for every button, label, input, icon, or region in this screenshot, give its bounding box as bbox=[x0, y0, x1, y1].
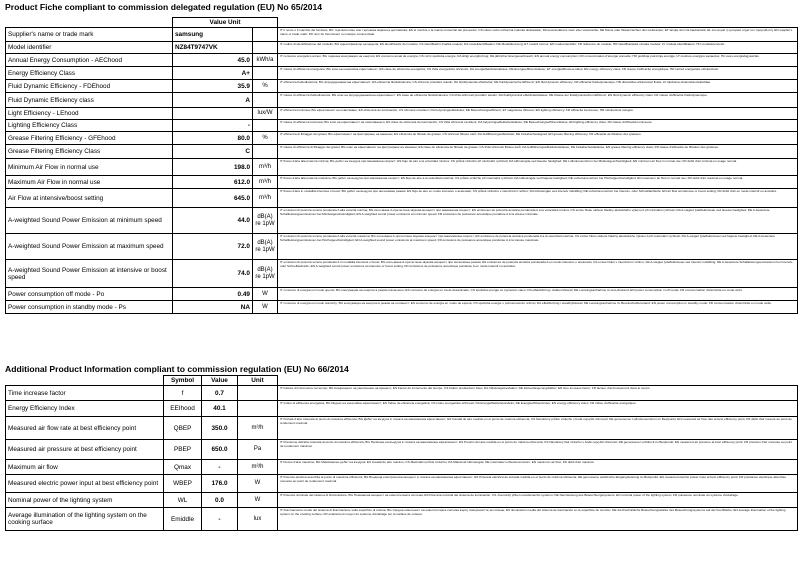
additional-label: Maximum air flow bbox=[6, 460, 164, 475]
fiche-title: Product Fiche compliant to commission delegated regulation (EU) No 65/2014 bbox=[5, 2, 323, 12]
fiche-label: A-weighted Sound Power Emission at intensive or boost speed bbox=[6, 260, 173, 288]
fiche-value: 612.0 bbox=[173, 176, 253, 189]
fiche-unit bbox=[253, 145, 278, 159]
additional-translations: IT Potenza nominale del sistema di illuminazione; BG Номинална мощност на осветителната система; ES Potencia nominal del sistema de iluminación; CS Jmenovitý příkon osvětlovacího systému; DE Nennleistung des Beleuchtungssystems; EN nominal power of the lighting system; FR puissance nominale du système d'éclairage. bbox=[278, 493, 798, 508]
additional-unit: m³/h bbox=[238, 460, 278, 475]
unit-header: Unit bbox=[238, 376, 278, 386]
fiche-value: 80.0 bbox=[173, 132, 253, 145]
additional-unit: lux bbox=[238, 508, 278, 531]
fiche-unit: % bbox=[253, 80, 278, 93]
fiche-unit: W bbox=[253, 288, 278, 301]
additional-value: - bbox=[202, 460, 238, 475]
fiche-row bbox=[6, 80, 798, 93]
fiche-row bbox=[6, 260, 798, 288]
fiche-value: C bbox=[173, 145, 253, 159]
fiche-value: NA bbox=[173, 301, 253, 314]
fiche-translations: IT emissioni di potenza sonora ponderata A alla velocità massima; BG излъчвана A-претеглена звукова мощност при максимална скорост; ES emisiones de potencia acústica ponderada A a la velocidad máxima; CS emise hluku vážené hladiny akustického výkonu A při maximální rychlosti; DA A-vægtet lydeffektniveau ved højeste hastighed; DE A-bewertete Schallleistungsemissionen bei Höchstgeschwindigkeit; EN A-weighted sound power emissions at maximum speed; FR émissions de puissance acoustique pondérée A à la vitesse maximale. bbox=[278, 234, 798, 260]
fiche-label: A-weighted Sound Power Emission at minimum speed bbox=[6, 208, 173, 234]
additional-info-title: Additional Product Information compliant to commission regulation (EU) No 66/2014 bbox=[5, 364, 349, 374]
fiche-label: Supplier's name or trade mark bbox=[6, 28, 173, 42]
fiche-value: 45.0 bbox=[173, 54, 253, 67]
fiche-value: 72.0 bbox=[173, 234, 253, 260]
additional-label: Measured electric power input at best efficiency point bbox=[6, 475, 164, 493]
fiche-value: 74.0 bbox=[173, 260, 253, 288]
additional-translations: IT Indice di efficienza energetica; BG Индекс на енергийна ефективност; ES Índice de eficiencia energética; CS Index energetické účinnosti; DA Energieffektivitetsindeks; DE Energieeffizienzindex; EN energy efficiency index; FR indice d'efficacité énergétique. bbox=[278, 401, 798, 417]
fiche-label: Lighting Efficiency Class bbox=[6, 120, 173, 132]
fiche-translations: IT codice di identificazione del modello; BG идентификатор на модела; ES identificador del modelo; CS identifikační značka modelu; DA modelidentifikation; DE Modellkennung; ET mudeli tunnus; EN model identifier; FR référence du modèle; HR identifikacijska oznaka modela; LV modeļa identifikators; HU modellazonosító. bbox=[278, 42, 798, 54]
additional-translations: IT Flusso d'aria massimo; BG Максимален дебит на въздуха; ES Caudal de aire máximo; CS Maximální průtok vzduchu; DA Maksimal luftmængde; DE maximaler Luftvolumenstrom; EN maximum air flow; FR débit d'air maximal. bbox=[278, 460, 798, 475]
fiche-row bbox=[6, 42, 798, 54]
value-unit-header: Value Unit bbox=[173, 18, 278, 28]
additional-value: 0.0 bbox=[202, 493, 238, 508]
product-fiche-table bbox=[5, 17, 798, 314]
fiche-row bbox=[6, 301, 798, 314]
fiche-row bbox=[6, 108, 798, 120]
fiche-value: 198.0 bbox=[173, 159, 253, 176]
fiche-label: Grease Filtering Efficiency Class bbox=[6, 145, 173, 159]
additional-row bbox=[6, 493, 798, 508]
fiche-unit bbox=[253, 42, 278, 54]
fiche-label: Fluid Dynamic Efficiency - FDEhood bbox=[6, 80, 173, 93]
additional-unit bbox=[238, 386, 278, 401]
fiche-value: - bbox=[173, 120, 253, 132]
fiche-row bbox=[6, 145, 798, 159]
additional-symbol: WBEP bbox=[164, 475, 202, 493]
fiche-translations: IT classe di efficienza di filtraggio dei grassi; BG клас на ефективност на филтриране на мазнини; ES clase de eficiencia de filtrado de grasas; CS třída účinnosti filtrace tuků; DA fedtfiltreringseffektivitetsklasse; DE Fettabscheideklasse; EN grease filtering efficiency class; FR classe d'efficacité de filtration des graisses. bbox=[278, 145, 798, 159]
fiche-unit: m³/h bbox=[253, 176, 278, 189]
fiche-label: Grease Filtering Efficiency - GFEhood bbox=[6, 132, 173, 145]
additional-value: 176.0 bbox=[202, 475, 238, 493]
additional-row bbox=[6, 475, 798, 493]
additional-value: 650.0 bbox=[202, 440, 238, 460]
additional-value: 40.1 bbox=[202, 401, 238, 417]
fiche-value: 645.0 bbox=[173, 189, 253, 208]
additional-row bbox=[6, 508, 798, 531]
fiche-value: A+ bbox=[173, 67, 253, 80]
additional-translations: IT Fattore di incremento nel tempo; BG Коефициент на увеличение на времето; ES Factor de incremento del tiempo; CS Faktor prodloužení času; DA Tidsforøgelsesfaktor; DE Zeitverlängerungsfaktor; EN time increase factor; FR facteur d'accroissement dans le temps. bbox=[278, 386, 798, 401]
additional-symbol: PBEP bbox=[164, 440, 202, 460]
additional-unit: W bbox=[238, 493, 278, 508]
fiche-translations: IT emissioni di potenza sonora ponderata A alla velocità minima; BG излъчвана A-претеглена звукова мощност при минимална скорост; ES emisiones de potencia acústica ponderada A a la velocidad mínima; CS emise hluku vážené hladiny akustického výkonu A při minimální rychlosti; DA A-vægtet lydeffektniveau ved laveste hastighed; DE A-bewertete Schallleistungsemissionen bei Mindestgeschwindigkeit; EN A-weighted sound power emissions at minimum speed; FR émissions de puissance acoustique pondérée A à la vitesse minimale. bbox=[278, 208, 798, 234]
fiche-unit: dB(A) re 1pW bbox=[253, 260, 278, 288]
fiche-label: Model identifier bbox=[6, 42, 173, 54]
fiche-unit: kWh/a bbox=[253, 54, 278, 67]
fiche-value: A bbox=[173, 93, 253, 108]
additional-row bbox=[6, 440, 798, 460]
fiche-value: 35.9 bbox=[173, 80, 253, 93]
fiche-translations: IT flusso d'aria in modalità intensiva o boost; BG дебит на въздуха при интензивен режим; ES flujo de aire en modo intensivo o acelerado; CS průtok vzduchu v intenzivním režimu; DA luftmængde ved intensiv indstilling; DE Luftvolumenstrom bei Intensiv- oder Schnelllaufstufe; EN air flow at intensive or boost setting; FR débit d'air en mode intensif ou accéléré. bbox=[278, 189, 798, 208]
fiche-translations: IT il nome o il marchio del fornitore; BG търговско име или търговска марка на доставчика; ES el nombre o la marca comercial del proveedor; CS název nebo ochranná známka dodavatele; DA leverandørens navn eller varemærke; DE Name oder Warenzeichen des Lieferanten; ET tarnija nimi või kaubamärk; EL επωνυμία ή εμπορικό σήμα του προμηθευτή; EN supplier's name or trade mark; FR nom du fournisseur ou marque commerciale. bbox=[278, 28, 798, 42]
fiche-unit: m³/h bbox=[253, 189, 278, 208]
additional-symbol: Qmax bbox=[164, 460, 202, 475]
fiche-translations: IT efficienza fluidodinamica; BG флуидодинамична ефективност; ES eficiencia fluidodinámica; CS účinnost proudění tekutin; DA fluiddynamisk effektivitet; DE fluiddynamische Effizienz; EN fluid dynamic efficiency; FR efficacité fluidodynamique; HR dinamička učinkovitost fluida; LV šķidruma dinamiskā efektivitāte. bbox=[278, 80, 798, 93]
fiche-row bbox=[6, 54, 798, 67]
additional-translations: IT Potenza elettrica assorbita al punto di massima efficienza; BG Входяща електрическа мощност в точката на максимална ефективност; ES Potencia eléctrica de entrada medida en el punto de máxima eficiencia; DE gemessene elektrische Eingangsleistung im Bestpunkt; EN measured electric power input at best efficiency point; FR puissance électrique absorbée mesurée au point de rendement maximal. bbox=[278, 475, 798, 493]
additional-symbol: Emiddle bbox=[164, 508, 202, 531]
additional-value: 350.0 bbox=[202, 417, 238, 440]
additional-translations: IT Pressione dell'aria misurata al punto di massima efficienza; BG Налягане на въздуха в точката на максимална ефективност; ES Presión del aire medida en el punto de máxima eficiencia; CS Naměřený tlak vzduchu v bodě nejvyšší účinnosti; DE gemessener Luftdruck im Bestpunkt; EN measured air pressure at best efficiency point; FR pression d'air mesurée au point de rendement maximal. bbox=[278, 440, 798, 460]
fiche-translations: IT classe di efficienza luminosa; BG клас на ефективност на осветяването; ES clase de eficiencia de iluminación; CS třída účinnosti osvětlení; DA belysningseffektivitetsklasse; DE Beleuchtungseffizienzklasse; EN lighting efficiency class; FR classe d'efficacité lumineuse. bbox=[278, 120, 798, 132]
additional-symbol: f bbox=[164, 386, 202, 401]
additional-translations: IT Portata d'aria misurata al punto di massima efficienza; BG Дебит на въздуха в точката на максимална ефективност; ES Caudal de aire medido en el punto de máxima eficiencia; CS Naměřený průtok vzduchu v bodě nejvyšší účinnosti; DE gemessener Luftvolumenstrom im Bestpunkt; EN measured air flow rate at best efficiency point; FR débit d'air mesuré au point de rendement maximal. bbox=[278, 417, 798, 440]
fiche-translations: IT flusso d'aria alla potenza massima; BG дебит на въздуха при максимална скорост; ES flujo de aire a la velocidad máxima; CS průtok vzduchu při maximální rychlosti; DA luftmængde ved højeste hastighed; DE Luftvolumenstrom bei Höchstgeschwindigkeit; EN maximum air flow in normal use; FR débit d'air maximal en usage normal. bbox=[278, 176, 798, 189]
fiche-row bbox=[6, 234, 798, 260]
additional-translations: IT Illuminamento medio del sistema di illuminazione sulla superficie di cottura; BG Средна осветеност на осветителната система върху повърхността за готвене; ES Iluminación media del sistema de iluminación en la superficie de cocción; DE durchschnittliche Beleuchtungsstärke des Beleuchtungssystems auf der Kochfläche; EN average illumination of the lighting system on the cooking surface; FR éclairement moyen du système d'éclairage sur la surface de cuisson. bbox=[278, 508, 798, 531]
additional-row bbox=[6, 386, 798, 401]
fiche-row bbox=[6, 120, 798, 132]
additional-unit: W bbox=[238, 475, 278, 493]
fiche-value: NZ84T9747VK bbox=[173, 42, 253, 54]
additional-label: Measured air pressure at best efficiency point bbox=[6, 440, 164, 460]
fiche-unit: dB(A) re 1pW bbox=[253, 208, 278, 234]
additional-value: 0.7 bbox=[202, 386, 238, 401]
fiche-row bbox=[6, 28, 798, 42]
symbol-header: Symbol bbox=[164, 376, 202, 386]
fiche-label: Power consumption in standby mode - Ps bbox=[6, 301, 173, 314]
fiche-value: 0.49 bbox=[173, 288, 253, 301]
fiche-row bbox=[6, 189, 798, 208]
fiche-translations: IT emissioni di potenza sonora ponderata A in modalità intensiva o boost; BG излъчвана A-претеглена звукова мощност при интензивен режим; ES emisiones de potencia acústica ponderada A en modo intensivo o acelerado; CS emise hluku v intenzivním režimu; DA A-vægtet lydeffektniveau ved intensiv indstilling; DE A-bewertete Schallleistungsemissionen bei Intensiv- oder Schnelllaufstufe; EN A-weighted sound power emissions at intensive or boost setting; FR émissions de puissance acoustique pondérée A en mode intensif ou accéléré. bbox=[278, 260, 798, 288]
fiche-label: Annual Energy Consumption - AEChood bbox=[6, 54, 173, 67]
fiche-translations: IT consumo di energia nel modo spento; BG консумация на енергия в режим изключено; ES consumo de energía en modo desactivado; CS spotřeba energie ve vypnutém stavu; DA effektforbrug i slukket tilstand; DE Leistungsaufnahme im Aus-Zustand; EN power consumption in off mode; FR consommation d'électricité en mode arrêt. bbox=[278, 288, 798, 301]
fiche-unit: lux/W bbox=[253, 108, 278, 120]
additional-value: - bbox=[202, 508, 238, 531]
fiche-label: Energy Efficiency Class bbox=[6, 67, 173, 80]
fiche-value: 44.0 bbox=[173, 208, 253, 234]
additional-label: Measured air flow rate at best efficiency point bbox=[6, 417, 164, 440]
fiche-row bbox=[6, 208, 798, 234]
fiche-translations: IT consumo energetico annuo; BG годишна консумация на енергия; ES consumo anual de energía; CS roční spotřeba energie; DA årligt energiforbrug; DE jährlicher Energieverbrauch; EN annual energy consumption; FR consommation d'énergie annuelle; HR godišnja potrošnja energije; LT metinės energijos sąnaudos; HU éves energiafogyasztás. bbox=[278, 54, 798, 67]
additional-unit: Pa bbox=[238, 440, 278, 460]
fiche-translations: IT classe di efficienza fluidodinamica; BG клас на флуидодинамична ефективност; ES clase de eficiencia fluidodinámica; CS třída účinnosti proudění tekutin; DA fluiddynamisk effektivitetsklasse; DE Klasse der fluiddynamischen Effizienz; EN fluid dynamic efficiency class; FR classe d'efficacité fluidodynamique. bbox=[278, 93, 798, 108]
fiche-row bbox=[6, 93, 798, 108]
additional-label: Time increase factor bbox=[6, 386, 164, 401]
fiche-label: Air Flow at intensive/boost setting bbox=[6, 189, 173, 208]
fiche-unit bbox=[253, 120, 278, 132]
fiche-row bbox=[6, 159, 798, 176]
fiche-value bbox=[173, 108, 253, 120]
additional-info-table bbox=[5, 375, 798, 531]
additional-unit: m³/h bbox=[238, 417, 278, 440]
fiche-row bbox=[6, 288, 798, 301]
fiche-label: Light Efficiency - LEhood bbox=[6, 108, 173, 120]
additional-label: Nominal power of the lighting system bbox=[6, 493, 164, 508]
fiche-translations: IT efficienza luminosa; BG ефективност на осветяване; ES eficiencia de iluminación; CS účinnost osvětlení; DA belysningseffektivitet; DE Beleuchtungseffizienz; ET valgustuse tõhusus; EN lighting efficiency; FR efficacité lumineuse; HR učinkovitost rasvjete. bbox=[278, 108, 798, 120]
additional-symbol: WL bbox=[164, 493, 202, 508]
additional-unit bbox=[238, 401, 278, 417]
fiche-label: A-weighted Sound Power Emission at maximum speed bbox=[6, 234, 173, 260]
fiche-unit: m³/h bbox=[253, 159, 278, 176]
fiche-unit: dB(A) re 1pW bbox=[253, 234, 278, 260]
additional-row bbox=[6, 417, 798, 440]
fiche-translations: IT efficienza di filtraggio dei grassi; BG ефективност на филтриране на мазнини; ES eficiencia de filtrado de grasas; CS účinnost filtrace tuků; DA fedtfiltreringseffektivitet; DE Fettabscheidegrad; EN grease filtering efficiency; FR efficacité de filtration des graisses. bbox=[278, 132, 798, 145]
value-header: Value bbox=[202, 376, 238, 386]
fiche-unit: % bbox=[253, 132, 278, 145]
fiche-unit bbox=[253, 28, 278, 42]
fiche-row bbox=[6, 132, 798, 145]
additional-symbol: QBEP bbox=[164, 417, 202, 440]
fiche-unit: W bbox=[253, 301, 278, 314]
fiche-row bbox=[6, 176, 798, 189]
fiche-unit bbox=[253, 93, 278, 108]
additional-label: Average illumination of the lighting system on the cooking surface bbox=[6, 508, 164, 531]
additional-row bbox=[6, 460, 798, 475]
additional-symbol: EEIhood bbox=[164, 401, 202, 417]
fiche-row bbox=[6, 67, 798, 80]
fiche-value: samsung bbox=[173, 28, 253, 42]
fiche-label: Minimum Air Flow in normal use bbox=[6, 159, 173, 176]
fiche-label: Maximum Air Flow in normal use bbox=[6, 176, 173, 189]
fiche-translations: IT flusso d'aria alla potenza minima; BG дебит на въздуха при минимална скорост; ES flujo de aire a la velocidad mínima; CS průtok vzduchu při minimální rychlosti; DA luftmængde ved laveste hastighed; DE Luftvolumenstrom bei Mindestgeschwindigkeit; EN minimum air flow in normal use; FR débit d'air minimal en usage normal. bbox=[278, 159, 798, 176]
fiche-label: Fluid Dynamic Efficiency class bbox=[6, 93, 173, 108]
additional-label: Energy Efficiency Index bbox=[6, 401, 164, 417]
fiche-translations: IT classe di efficienza energetica; BG клас на енергийна ефективност; ES clase de eficiencia energética; CS třída energetické účinnosti; DA energieffektivitetsklasse; DE Energieeffizienzklasse; ET energiatõhususe klass; EN energy efficiency class; FR classe d'efficacité énergétique; HR razred energetske učinkovitosti. bbox=[278, 67, 798, 80]
fiche-translations: IT consumo di energia nel modo stand-by; BG консумация на енергия в режим на готовност; ES consumo de energía en modo de espera; CS spotřeba energie v pohotovostním režimu; DA effektforbrug i standbytilstand; DE Leistungsaufnahme im Bereitschaftszustand; EN power consumption in standby mode; FR consommation d'électricité en mode veille. bbox=[278, 301, 798, 314]
fiche-unit bbox=[253, 67, 278, 80]
additional-row bbox=[6, 401, 798, 417]
fiche-label: Power consumption off mode - Po bbox=[6, 288, 173, 301]
